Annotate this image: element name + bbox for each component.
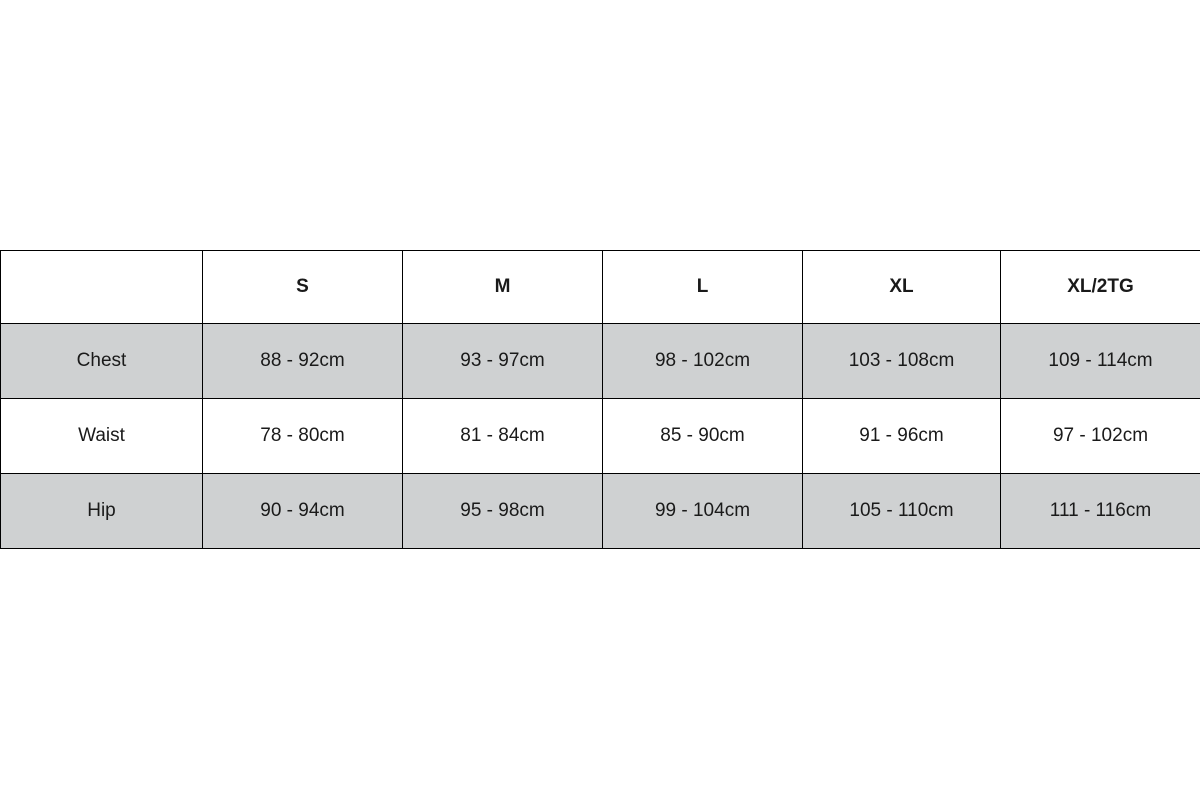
cell-chest-m: 93 - 97cm	[403, 324, 603, 399]
cell-chest-s: 88 - 92cm	[203, 324, 403, 399]
cell-hip-xl2tg: 111 - 116cm	[1001, 474, 1200, 549]
cell-waist-l: 85 - 90cm	[603, 399, 803, 474]
cell-hip-s: 90 - 94cm	[203, 474, 403, 549]
cell-chest-l: 98 - 102cm	[603, 324, 803, 399]
header-cell-xl: XL	[803, 251, 1001, 324]
table-header-row	[1, 251, 1200, 324]
size-chart-table	[0, 250, 1200, 549]
table-row	[1, 324, 1200, 399]
row-label-hip: Hip	[1, 474, 203, 549]
cell-hip-xl: 105 - 110cm	[803, 474, 1001, 549]
row-label-chest: Chest	[1, 324, 203, 399]
cell-waist-xl2tg: 97 - 102cm	[1001, 399, 1200, 474]
header-cell-l: L	[603, 251, 803, 324]
table-row	[1, 474, 1200, 549]
header-cell-m: M	[403, 251, 603, 324]
cell-hip-m: 95 - 98cm	[403, 474, 603, 549]
cell-hip-l: 99 - 104cm	[603, 474, 803, 549]
header-corner-cell	[1, 251, 203, 324]
cell-chest-xl: 103 - 108cm	[803, 324, 1001, 399]
cell-waist-s: 78 - 80cm	[203, 399, 403, 474]
header-cell-s: S	[203, 251, 403, 324]
row-label-waist: Waist	[1, 399, 203, 474]
size-chart-container	[0, 250, 1200, 549]
cell-waist-m: 81 - 84cm	[403, 399, 603, 474]
header-cell-xl2tg: XL/2TG	[1001, 251, 1200, 324]
table-row	[1, 399, 1200, 474]
cell-chest-xl2tg: 109 - 114cm	[1001, 324, 1200, 399]
cell-waist-xl: 91 - 96cm	[803, 399, 1001, 474]
